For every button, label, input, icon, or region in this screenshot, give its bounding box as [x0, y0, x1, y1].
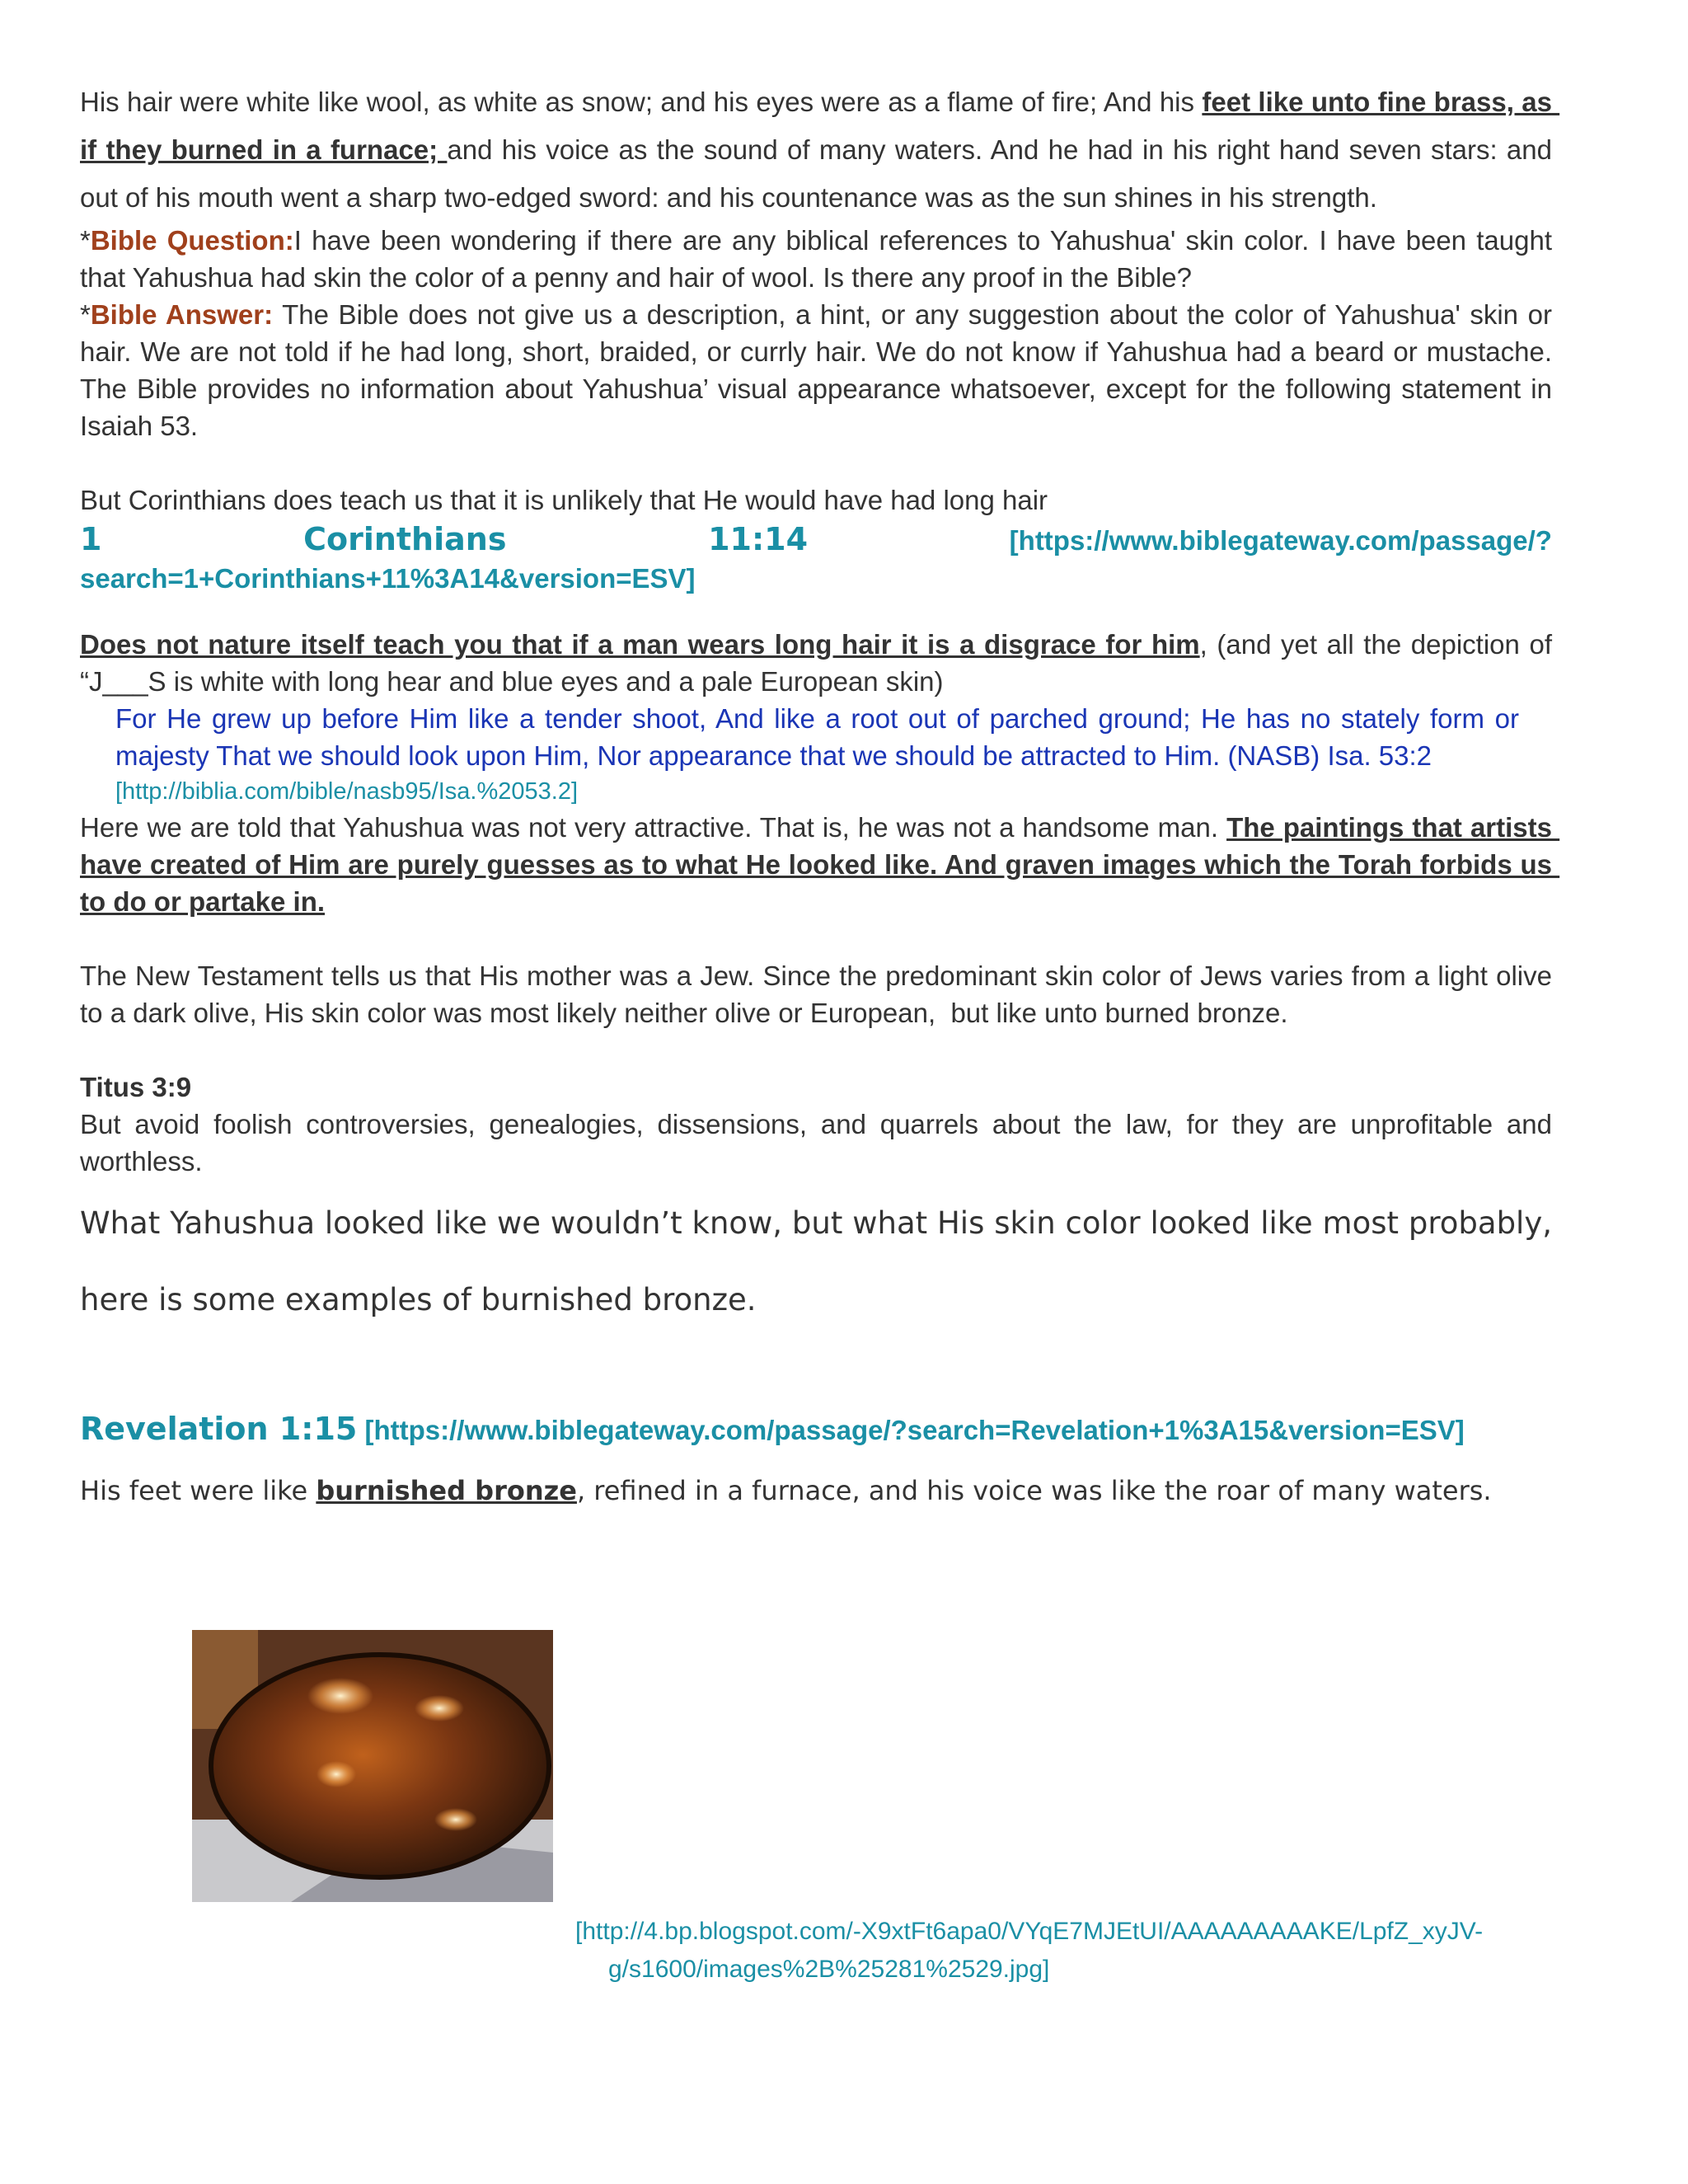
- nature-paragraph: Does not nature itself teach you that if a man wears long hair it is a disgrace for him, (and yet all the depiction of “J___S is white with long hear and blue eyes and a pale European skin): [80, 629, 1560, 697]
- bronze-wok-image: [192, 1630, 553, 1902]
- corinthians-intro: But Corinthians does teach us that it is unlikely that He would have had long hair: [80, 485, 1048, 515]
- paragraph-text: His hair were white like wool, as white as snow; and his eyes were as a flame of fire; And his: [80, 87, 1203, 117]
- isaiah-quote: [80, 700, 1552, 809]
- bible-question: *Bible Question:I have been wondering if there are any biblical references to Yahushua' skin color. I have been taught that Yahushua had skin the color of a penny and hair of wool. Is there any proof in the Bible?: [80, 225, 1560, 293]
- titus-reference: Titus 3:9: [80, 1072, 192, 1102]
- feet-paragraph: His feet were like burnished bronze, refined in a furnace, and his voice was like the roar of many waters.: [80, 1475, 1492, 1506]
- answer-label: Bible Answer:: [90, 299, 274, 330]
- bible-answer: *Bible Answer: The Bible does not give us a description, a hint, or any suggestion about the color of Yahushua' skin or hair. We are not told if he had long, short, braided, or currly hair. We do not know if Yahushua had a beard or mustache. The Bible provides no information about Yahushua’ visual appearance whatsoever, except for the following statement in Isaiah 53.: [80, 299, 1560, 441]
- question-label: Bible Question:: [90, 225, 294, 256]
- revelation-paragraph: [80, 78, 1560, 222]
- document-body: [80, 78, 1562, 1510]
- new-testament-paragraph: The New Testament tells us that His mother was a Jew. Since the predominant skin color of Jews varies from a light olive to a dark olive, His skin color was most likely neither olive or European, but like unto burned bronze.: [80, 960, 1560, 1028]
- paragraph-text: and his voice as the sound of many waters. And he had in his right hand seven stars: and out of his mouth went a sharp two-edged sword: and his countenance was as the sun shines in his strength.: [80, 134, 1560, 213]
- isaiah-text: For He grew up before Him like a tender shoot, And like a root out of parched ground; He has no stately form or majesty That we should look upon Him, Nor appearance that we should be attracted to Him. (NASB) Isa. 53:2: [115, 703, 1527, 771]
- revelation-reference: Revelation 1:15 [https://www.biblegateway.com/passage/?search=Revelation+1%3A15&version=ESV]: [80, 1411, 1465, 1447]
- titus-text: But avoid foolish controversies, genealogies, dissensions, and quarrels about the law, for they are unprofitable and worthless.: [80, 1109, 1560, 1177]
- isaiah-link[interactable]: [http://biblia.com/bible/nasb95/Isa.%2053.2]: [115, 778, 579, 805]
- attractive-paragraph: Here we are told that Yahushua was not very attractive. That is, he was not a handsome man. The paintings that artists have created of Him are purely guesses as to what He looked like. And graven images which the Torah forbids us to do or partake in.: [80, 812, 1560, 917]
- corinthians-reference[interactable]: 1 Corinthians 11:14 [https://www.biblegateway.com/passage/?: [80, 521, 1552, 557]
- corinthians-link-cont[interactable]: search=1+Corinthians+11%3A14&version=ESV]: [80, 563, 696, 594]
- answer-text: The Bible does not give us a description, a hint, or any suggestion about the color of Yahushua' skin or hair. We are not told if he had long, short, braided, or currly hair. We do not know if Yahushua had a beard or mustache. The Bible provides no information about Yahushua’ visual appearance whatsoever, except for the following statement in Isaiah 53.: [80, 299, 1560, 441]
- question-text: I have been wondering if there are any biblical references to Yahushua' skin color. I have been taught that Yahushua had skin the color of a penny and hair of wool. Is there any proof in the Bible?: [80, 225, 1560, 293]
- emphasis-text: feet like unto fine brass, as if they burned in a furnace;: [80, 87, 1560, 165]
- examples-paragraph: What Yahushua looked like we wouldn’t know, but what His skin color looked like most probably, here is some examples of burnished bronze.: [80, 1205, 1562, 1317]
- corinthians-link[interactable]: [https://www.biblegateway.com/passage/?: [1009, 525, 1552, 556]
- image-caption-link[interactable]: [http://4.bp.blogspot.com/-X9xtFt6apa0/VYqE7MJEtUI/AAAAAAAAAKE/LpfZ_xyJV- g/s1600/images%2B%25281%2529.jpg]: [575, 1918, 1484, 1983]
- revelation-link[interactable]: [https://www.biblegateway.com/passage/?search=Revelation+1%3A15&version=ESV]: [357, 1415, 1465, 1445]
